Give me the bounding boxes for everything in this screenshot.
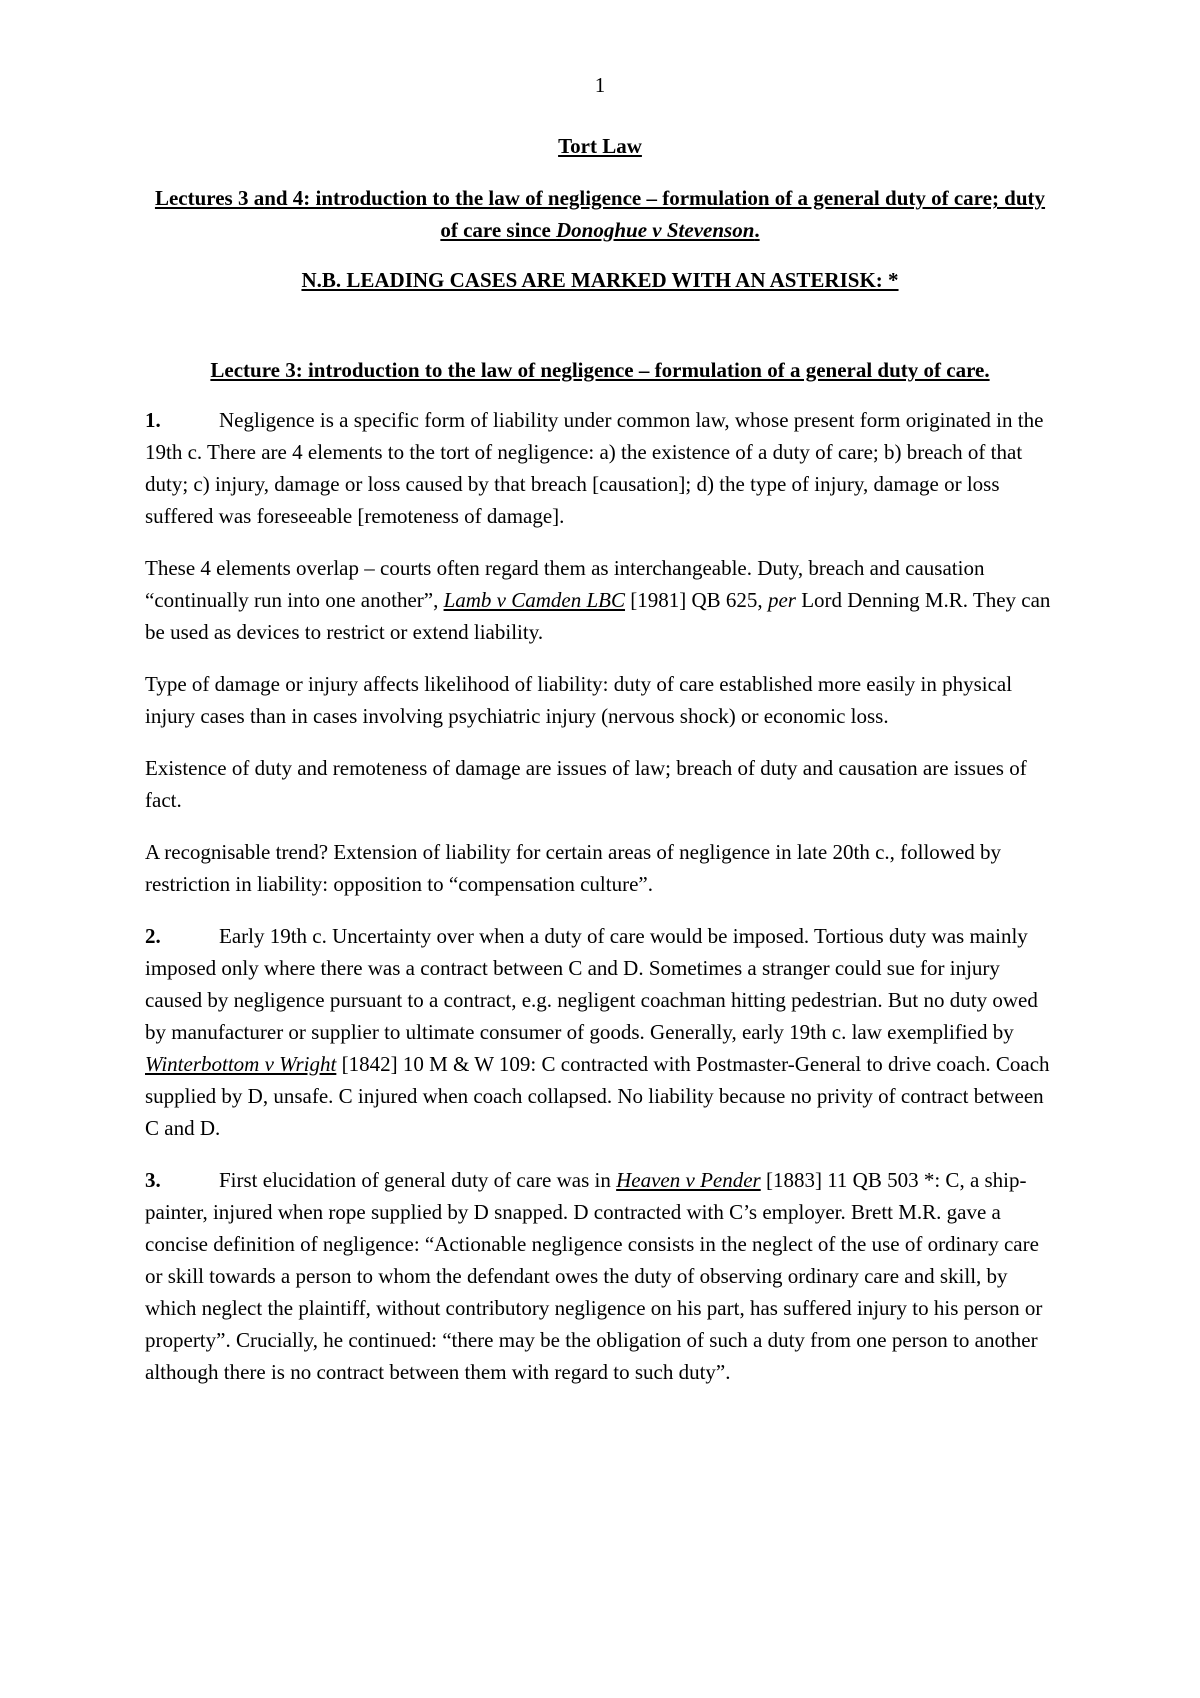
paragraph-text: Lord Denning M.R. They can be used as devices to restrict or extend liability.: [145, 588, 1051, 644]
title-text: Tort Law: [558, 134, 642, 158]
case-citation: Winterbottom v Wright: [145, 1052, 337, 1076]
latin-term: per: [767, 588, 796, 612]
lecture-heading-text: Lecture 3: introduction to the law of negligence – formulation of a general duty of care.: [210, 358, 990, 382]
lecture-heading: [140, 354, 1060, 386]
case-citation: Lamb v Camden LBC: [443, 588, 626, 612]
asterisk-note: [145, 264, 1055, 296]
paragraph-4: Existence of duty and remoteness of damage are issues of law; breach of duty and causation are issues of fact.: [145, 756, 1027, 812]
paragraph-text: Early 19th c. Uncertainty over when a duty of care would be imposed. Tortious duty was mainly imposed only where there was a contract between C and D. Sometimes a stranger could sue for injury caused by negligence pursuant to a contract, e.g. negligent coachman hitting pedestrian. But no duty owed by manufacturer or supplier to ultimate consumer of goods. Generally, early 19th c. law exemplified by: [145, 924, 1038, 1044]
paragraph-text: [1981] QB 625,: [625, 588, 768, 612]
paragraph-7: [145, 1164, 1060, 1388]
paragraph-text: These 4 elements overlap – courts often regard them as interchangeable. Duty, breach and causation “continually run into one another”,: [145, 556, 985, 612]
subtitle-end: .: [754, 218, 760, 242]
document-title: [145, 130, 1055, 162]
paragraph-2: [145, 552, 1060, 648]
paragraph-text: Negligence is a specific form of liability under common law, whose present form originated in the 19th c. There are 4 elements to the tort of negligence: a) the existence of a duty of care; b) breach of that duty; c) injury, damage or loss caused by that breach [causation]; d) the type of injury, damage or loss suffered was foreseeable [remoteness of damage].: [145, 408, 1044, 528]
paragraph-text: [1842] 10 M & W 109: C contracted with Postmaster-General to drive coach. Coach supplied by D, unsafe. C injured when coach collapsed. No liability because no privity of contract between C and D.: [145, 1052, 1050, 1140]
note-text: N.B. LEADING CASES ARE MARKED WITH AN ASTERISK: *: [301, 268, 899, 292]
subtitle-case: Donoghue v Stevenson: [556, 218, 755, 242]
page-number: 1: [594, 73, 606, 97]
paragraph-6: [145, 920, 1060, 1144]
paragraph-number: 2.: [145, 924, 161, 948]
paragraph-text: First elucidation of general duty of care was in: [219, 1168, 617, 1192]
paragraph-text: [1883] 11 QB 503 *: C, a ship-painter, injured when rope supplied by D snapped. D contracted with C’s employer. Brett M.R. gave a concise definition of negligence: “Actionable negligence consists in the neglect of the use of ordinary care or skill towards a person to whom the defendant owes the duty of observing ordinary care and skill, by which neglect the plaintiff, without contributory negligence on his part, has suffered injury to his person or property”. Crucially, he continued: “there may be the obligation of such a duty from one person to another although there is no contract between them with regard to such duty”.: [145, 1168, 1043, 1384]
paragraph-1: [145, 404, 1060, 532]
paragraph-3: Type of damage or injury affects likelihood of liability: duty of care established more easily in physical injury cases than in cases involving psychiatric injury (nervous shock) or economic loss.: [145, 672, 1013, 728]
body-text: [145, 404, 1060, 1408]
paragraph-5: A recognisable trend? Extension of liability for certain areas of negligence in late 20th c., followed by restriction in liability: opposition to “compensation culture”.: [145, 840, 1002, 896]
case-citation: Heaven v Pender: [616, 1168, 761, 1192]
paragraph-number: 3.: [145, 1168, 161, 1192]
document-subtitle: [145, 182, 1055, 246]
subtitle-text: Lectures 3 and 4: introduction to the law of negligence – formulation of a general duty of care; duty of care since: [154, 186, 1046, 242]
paragraph-number: 1.: [145, 408, 161, 432]
